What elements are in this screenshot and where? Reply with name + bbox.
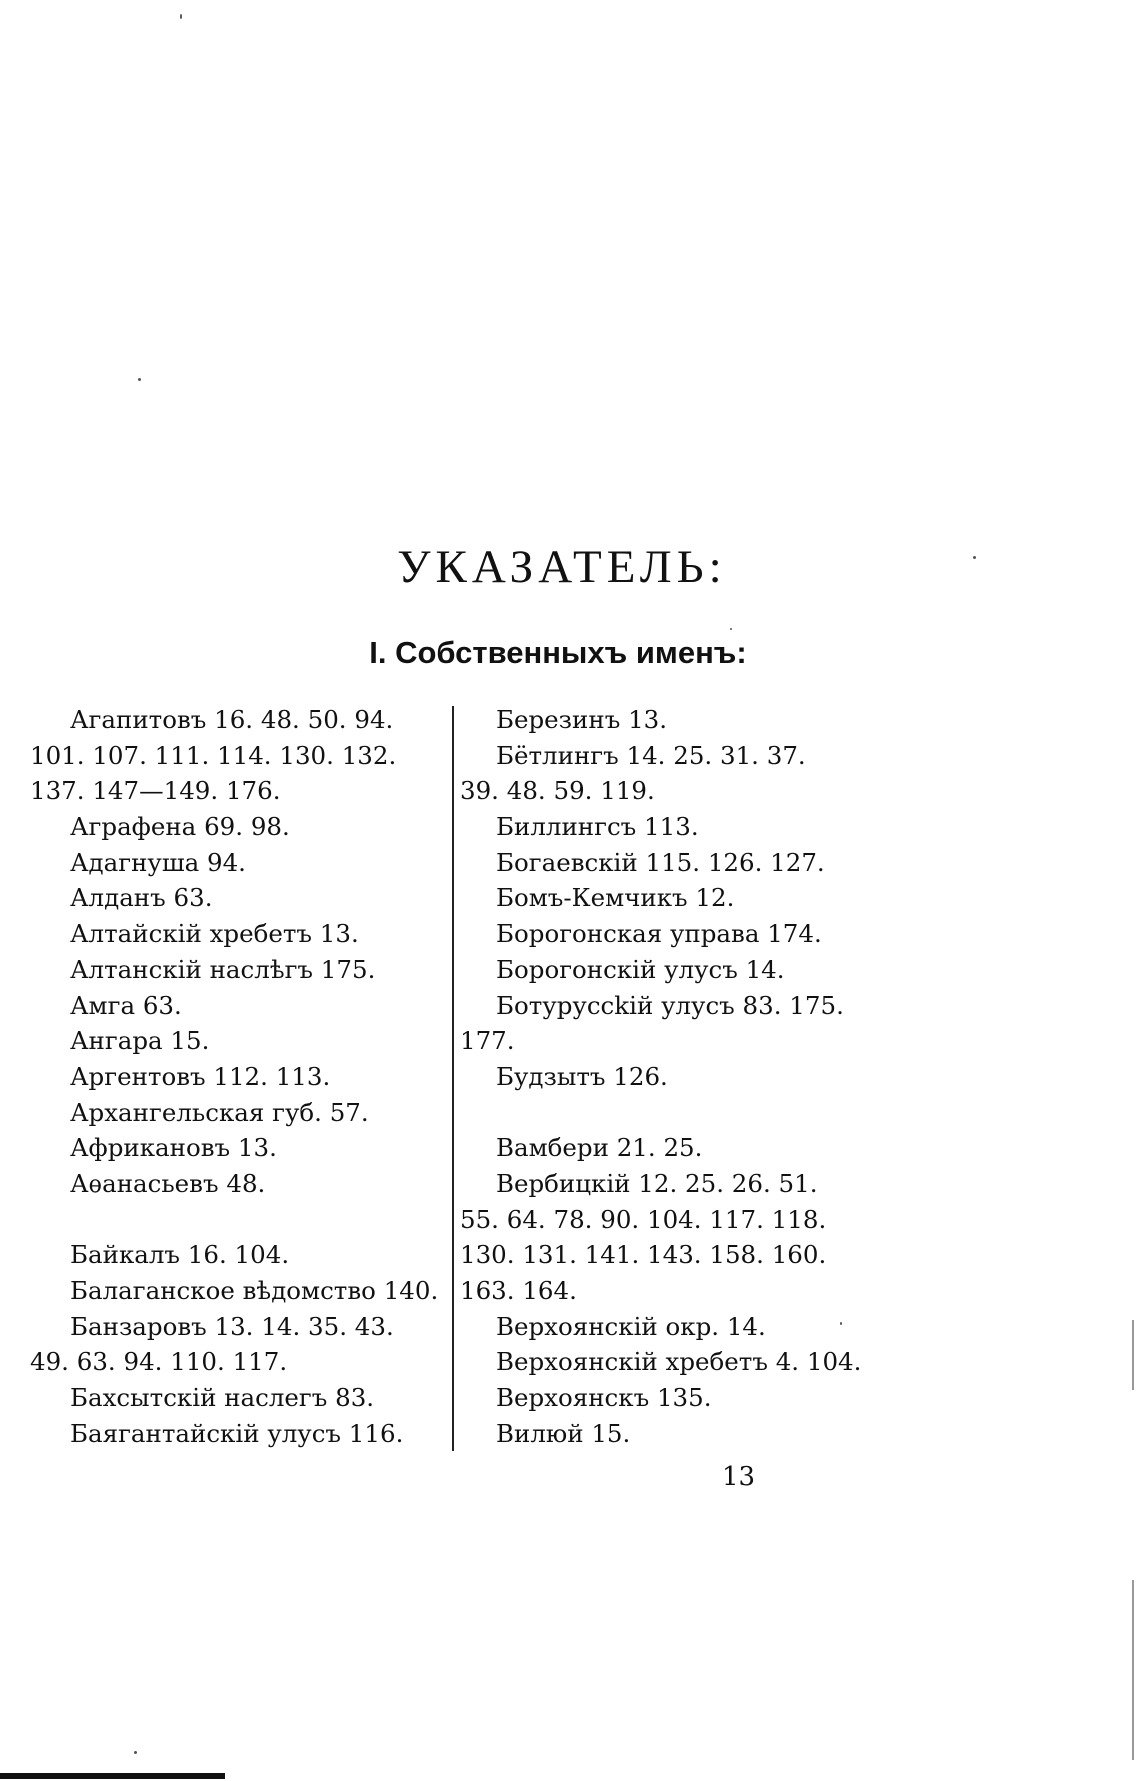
index-entry-line: Березинъ 13. — [496, 705, 668, 734]
print-speck — [730, 628, 732, 630]
index-entry-line: 163. 164. — [460, 1276, 577, 1305]
index-entry-line: Аѳанасьевъ 48. — [70, 1168, 266, 1198]
index-entry-line: Балаганское вѣдомство 140. — [70, 1276, 439, 1305]
page-title: УКАЗАТЕЛЬ: — [397, 541, 727, 593]
index-entry-line: Баягантайскій улусъ 116. — [70, 1418, 404, 1448]
page-edge-mark — [1132, 1580, 1134, 1760]
print-speck — [180, 14, 182, 19]
index-entry-line: Бахсытскій наслегъ 83. — [70, 1383, 375, 1413]
index-entry-line: Алданъ 63. — [70, 883, 213, 913]
index-entry-line: Алтанскій наслѣгъ 175. — [70, 954, 376, 984]
index-entry-line: Борогонская управа 174. — [496, 919, 822, 949]
index-entry-line: Биллингсъ 113. — [496, 812, 699, 842]
index-entry-line: Ангара 15. — [70, 1026, 210, 1056]
index-entry-line: Вамбери 21. 25. — [496, 1133, 703, 1163]
column-divider — [452, 706, 454, 1451]
index-entry-line: Амга 63. — [70, 990, 182, 1020]
index-entry-line: 177. — [460, 1026, 515, 1056]
index-entry-line: Ботуруссkій улусъ 83. 175. — [496, 990, 844, 1020]
bottom-edge-mark — [0, 1773, 225, 1779]
print-speck — [138, 378, 141, 381]
index-entry-line: Аргентовъ 112. 113. — [70, 1061, 331, 1091]
index-entry-line: Вербицкій 12. 25. 26. 51. — [496, 1168, 818, 1198]
index-entry-line: 55. 64. 78. 90. 104. 117. 118. — [460, 1204, 827, 1234]
index-entry-line: Верхоянскій хребетъ 4. 104. — [496, 1347, 862, 1377]
index-entry-line: Верхоянскій окр. 14. — [496, 1311, 766, 1341]
index-entry-line: Агапитовъ 16. 48. 50. 94. — [70, 705, 394, 734]
print-speck — [973, 556, 976, 559]
index-entry-line: Верхоянскъ 135. — [496, 1383, 712, 1413]
index-entry-line: Вилюй 15. — [496, 1418, 631, 1448]
index-entry-line: Байкалъ 16. 104. — [70, 1240, 290, 1270]
letter-group-spacer — [460, 1095, 880, 1131]
index-entry-line: Банзаровъ 13. 14. 35. 43. — [70, 1311, 394, 1341]
index-entry-line: Африкановъ 13. — [70, 1133, 277, 1163]
print-speck — [134, 1751, 137, 1754]
index-entry-line: Архангельская губ. 57. — [70, 1097, 369, 1127]
index-entry-line: Борогонскій улусъ 14. — [496, 954, 785, 984]
page-edge-mark — [1132, 1320, 1134, 1390]
index-entry-line: Бомъ-Кемчикъ 12. — [496, 883, 735, 913]
index-entry-line: 39. 48. 59. 119. — [460, 776, 655, 806]
print-speck — [840, 1322, 842, 1325]
index-entry-line: 130. 131. 141. 143. 158. 160. — [460, 1240, 827, 1270]
index-entry-line: Аграфена 69. 98. — [70, 812, 290, 842]
index-entry-line: Богаевскій 115. 126. 127. — [496, 847, 825, 877]
index-entry-line: 101. 107. 111. 114. 130. 132. — [30, 740, 397, 770]
section-heading: I. Собственныхъ именъ: — [369, 635, 747, 670]
index-entry-line: Адагнуша 94. — [70, 847, 246, 877]
index-entry-line: Бётлингъ 14. 25. 31. 37. — [496, 740, 806, 770]
index-entry-line: 49. 63. 94. 110. 117. — [30, 1347, 288, 1377]
index-entry-line: 137. 147—149. 176. — [30, 776, 281, 806]
index-entry-line: Будзытъ 126. — [496, 1061, 668, 1091]
index-column-right — [460, 702, 880, 1451]
letter-group-spacer — [30, 1202, 450, 1238]
page-number: 13 — [722, 1462, 756, 1492]
index-column-left — [30, 702, 450, 1451]
index-entry-line: Алтайскій хребетъ 13. — [70, 919, 359, 949]
